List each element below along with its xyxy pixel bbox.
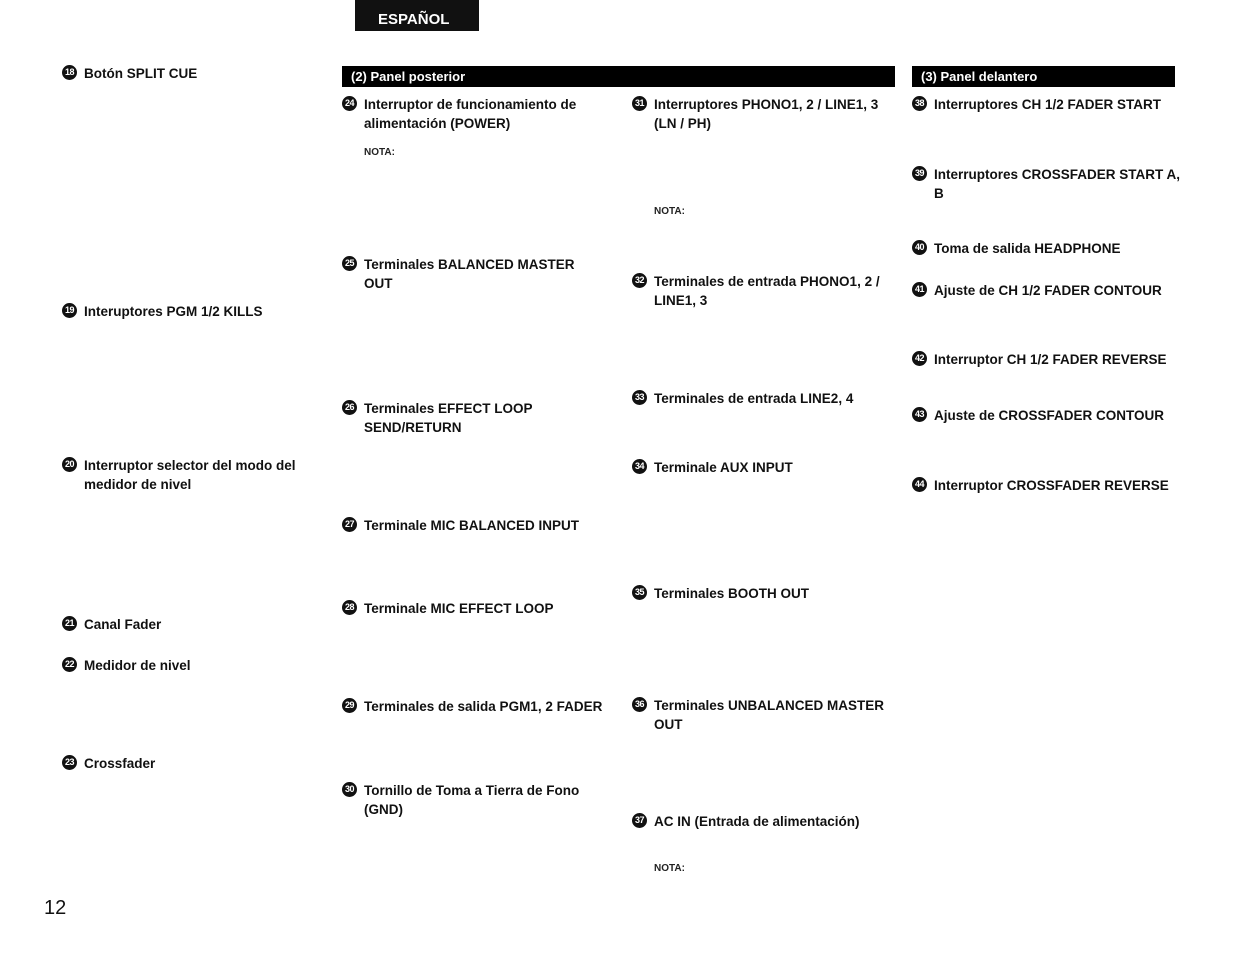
item-number-badge: 34 — [632, 459, 647, 474]
list-item — [342, 95, 602, 133]
list-item — [62, 302, 322, 321]
list-item — [912, 350, 1182, 369]
list-item — [632, 95, 897, 133]
item-label: Tornillo de Toma a Tierra de Fono (GND) — [364, 783, 580, 817]
item-label: Interuptores PGM 1/2 KILLS — [84, 304, 263, 319]
item-number-badge: 21 — [62, 616, 77, 631]
item-number-badge: 30 — [342, 782, 357, 797]
list-item — [342, 781, 602, 819]
item-number-badge: 41 — [912, 282, 927, 297]
item-label: Terminale MIC EFFECT LOOP — [364, 601, 554, 616]
item-number-badge: 32 — [632, 273, 647, 288]
list-item — [632, 584, 897, 603]
list-item — [912, 165, 1182, 203]
item-number-badge: 43 — [912, 407, 927, 422]
item-label: Interruptores PHONO1, 2 / LINE1, 3 (LN / PH) — [654, 97, 879, 131]
item-number-badge: 38 — [912, 96, 927, 111]
item-label: Crossfader — [84, 756, 156, 771]
item-label: Terminales UNBALANCED MASTER OUT — [654, 698, 885, 732]
item-label: Terminales de salida PGM1, 2 FADER — [364, 699, 603, 714]
item-label: Interruptores CH 1/2 FADER START — [934, 97, 1162, 112]
item-label: Terminales de entrada PHONO1, 2 / LINE1, 3 — [654, 274, 880, 308]
item-number-badge: 37 — [632, 813, 647, 828]
item-number-badge: 20 — [62, 457, 77, 472]
item-number-badge: 27 — [342, 517, 357, 532]
item-label: Interruptor de funcionamiento de alimentación (POWER) — [364, 97, 577, 131]
item-label: Interruptor CROSSFADER REVERSE — [934, 478, 1169, 493]
list-item — [912, 95, 1182, 114]
list-item — [62, 615, 322, 634]
item-label: Ajuste de CROSSFADER CONTOUR — [934, 408, 1165, 423]
item-number-badge: 23 — [62, 755, 77, 770]
note-label: NOTA: — [654, 206, 685, 217]
list-item — [342, 255, 602, 293]
list-item — [342, 399, 602, 437]
item-number-badge: 18 — [62, 65, 77, 80]
list-item — [62, 656, 322, 675]
item-number-badge: 44 — [912, 477, 927, 492]
item-label: Interruptores CROSSFADER START A, B — [934, 167, 1181, 201]
page-number: 12 — [44, 897, 67, 919]
list-item — [912, 476, 1182, 495]
item-number-badge: 28 — [342, 600, 357, 615]
item-label: Terminale AUX INPUT — [654, 460, 793, 475]
item-label: Terminales BALANCED MASTER OUT — [364, 257, 575, 291]
item-label: Toma de salida HEADPHONE — [934, 241, 1121, 256]
list-item — [62, 456, 322, 494]
list-item — [342, 697, 622, 716]
item-number-badge: 40 — [912, 240, 927, 255]
item-number-badge: 36 — [632, 697, 647, 712]
list-item — [62, 754, 322, 773]
item-number-badge: 33 — [632, 390, 647, 405]
item-number-badge: 31 — [632, 96, 647, 111]
item-label: Terminales BOOTH OUT — [654, 586, 810, 601]
list-item — [912, 281, 1182, 300]
note-label: NOTA: — [654, 863, 685, 874]
item-number-badge: 25 — [342, 256, 357, 271]
item-label: Terminales de entrada LINE2, 4 — [654, 391, 854, 406]
item-number-badge: 29 — [342, 698, 357, 713]
item-number-badge: 24 — [342, 96, 357, 111]
item-label: Medidor de nivel — [84, 658, 191, 673]
list-item — [912, 239, 1182, 258]
list-item — [342, 516, 612, 535]
item-number-badge: 39 — [912, 166, 927, 181]
item-label: AC IN (Entrada de alimentación) — [654, 814, 860, 829]
list-item — [912, 406, 1182, 425]
section-header-rear-panel: (2) Panel posterior — [342, 66, 895, 87]
item-label: Canal Fader — [84, 617, 162, 632]
item-number-badge: 42 — [912, 351, 927, 366]
item-label: Interruptor selector del modo del medidor de nivel — [84, 458, 296, 492]
list-item — [632, 458, 897, 477]
language-tab: ESPAÑOL — [355, 0, 479, 31]
note-label: NOTA: — [364, 147, 395, 158]
item-number-badge: 19 — [62, 303, 77, 318]
item-label: Botón SPLIT CUE — [84, 66, 198, 81]
list-item — [632, 696, 897, 734]
item-number-badge: 35 — [632, 585, 647, 600]
list-item — [62, 64, 322, 83]
item-label: Terminales EFFECT LOOP SEND/RETURN — [364, 401, 533, 435]
item-number-badge: 26 — [342, 400, 357, 415]
list-item — [342, 599, 612, 618]
section-header-front-panel: (3) Panel delantero — [912, 66, 1175, 87]
list-item — [632, 812, 897, 831]
item-label: Terminale MIC BALANCED INPUT — [364, 518, 580, 533]
list-item — [632, 272, 897, 310]
item-number-badge: 22 — [62, 657, 77, 672]
item-label: Interruptor CH 1/2 FADER REVERSE — [934, 352, 1167, 367]
item-label: Ajuste de CH 1/2 FADER CONTOUR — [934, 283, 1162, 298]
list-item — [632, 389, 897, 408]
